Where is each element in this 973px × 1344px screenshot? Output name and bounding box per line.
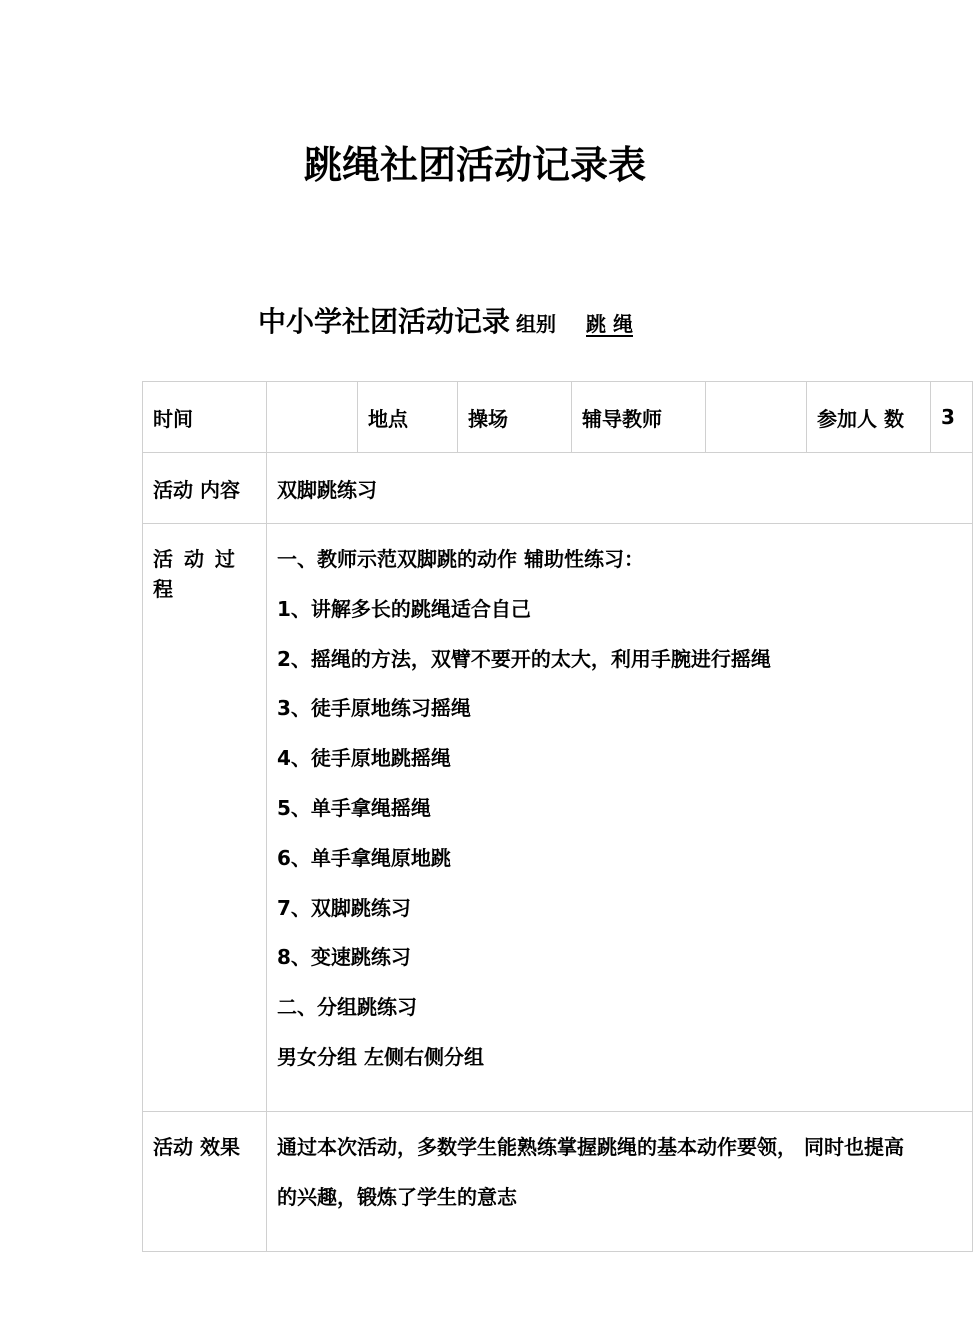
effect-label: 活动 效果 [143, 1112, 267, 1252]
subtitle-text: 中小学社团活动记录 [258, 305, 511, 338]
time-label: 时间 [143, 382, 267, 453]
process-line: 5、单手拿绳摇绳 [277, 795, 431, 820]
group-label: 组别 [516, 312, 557, 336]
process-line: 6、单手拿绳原地跳 [277, 845, 451, 870]
participants-label: 参加人 数 [807, 382, 931, 453]
record-table-container [142, 381, 955, 1211]
process-line: 3、徒手原地练习摇绳 [277, 696, 471, 721]
process-line: 1、讲解多长的跳绳适合自己 [277, 596, 531, 621]
teacher-label: 辅导教师 [572, 382, 706, 453]
activity-record-table [142, 381, 973, 1252]
record-subtitle [258, 302, 633, 344]
content-value: 双脚跳练习 [267, 453, 973, 524]
table-row [143, 524, 973, 1112]
table-row [143, 1112, 973, 1252]
process-line: 二、分组跳练习 [277, 995, 417, 1020]
effect-content [267, 1112, 973, 1252]
process-label: 活 动 过 程 [143, 524, 267, 1112]
process-line: 8、变速跳练习 [277, 945, 411, 970]
group-value: 跳 绳 [586, 312, 633, 336]
time-value [267, 382, 358, 453]
process-line: 7、双脚跳练习 [277, 895, 411, 920]
content-label: 活动 内容 [143, 453, 267, 524]
process-content [267, 524, 973, 1112]
process-line: 4、徒手原地跳摇绳 [277, 746, 451, 771]
place-value: 操场 [458, 382, 572, 453]
process-line: 男女分组 左侧右侧分组 [277, 1044, 484, 1069]
effect-line: 的兴趣，锻炼了学生的意志 [277, 1185, 517, 1209]
page-title: 跳绳社团活动记录表 [303, 143, 646, 187]
process-line: 2、摇绳的方法，双臂不要开的太大，利用手腕进行摇绳 [277, 646, 771, 671]
teacher-value [706, 382, 807, 453]
effect-line: 通过本次活动，多数学生能熟练掌握跳绳的基本动作要领， 同时也提高 [277, 1135, 904, 1159]
place-label: 地点 [358, 382, 458, 453]
process-line: 一、教师示范双脚跳的动作 辅助性练习： [277, 547, 644, 571]
participants-value: 3 [931, 382, 973, 453]
table-row [143, 382, 973, 453]
table-row [143, 453, 973, 524]
